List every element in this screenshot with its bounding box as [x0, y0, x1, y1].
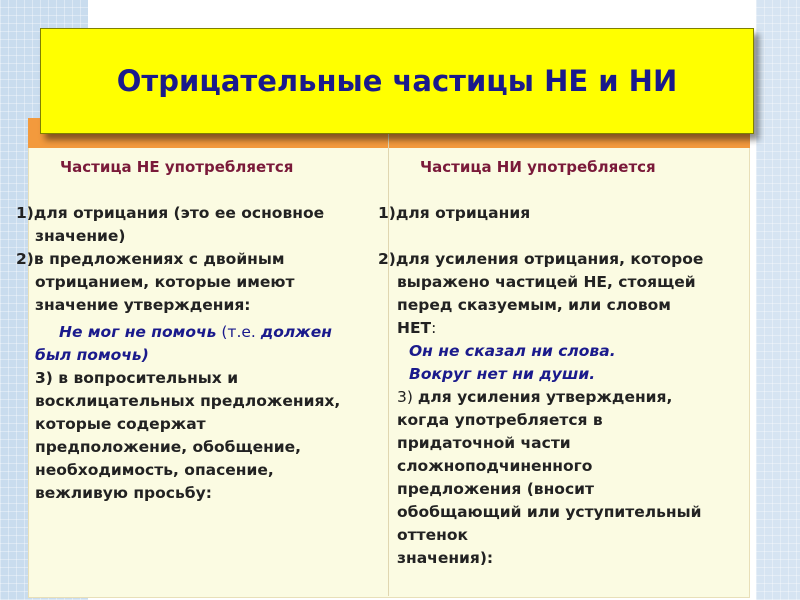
- ne-item-1-cont: значение): [35, 227, 126, 245]
- ne-example-part-1: Не мог не помочь: [59, 323, 217, 341]
- ni-example-1: Он не сказал ни слова.: [409, 342, 616, 360]
- ni-net-word: НЕТ: [397, 319, 432, 337]
- title-banner: [40, 28, 754, 134]
- column-heading-ne: Частица НЕ употребляется: [60, 158, 294, 176]
- ne-example-line-1: [16, 321, 384, 344]
- ne-item-2-cont-2: значение утверждения:: [35, 296, 251, 314]
- column-ni: [378, 156, 746, 570]
- ni-item-3-number: 3): [397, 388, 418, 406]
- ni-item-3-cont-5: обобщающий или уступительный: [397, 503, 702, 521]
- ne-item-3: 3) в вопросительных и: [35, 369, 239, 387]
- ni-item-2-cont-1: выражено частицей НЕ, стоящей: [397, 273, 696, 291]
- ne-item-2: 2)в предложениях с двойным: [16, 250, 285, 268]
- ni-item-3-cont-7: значения):: [397, 549, 494, 567]
- ne-item-3-cont-4: необходимость, опасение,: [35, 461, 274, 479]
- ni-item-3: [378, 386, 746, 409]
- ni-item-2-cont-3: [378, 317, 746, 340]
- ne-item-3-cont-2: которые содержат: [35, 415, 206, 433]
- ni-example-2: Вокруг нет ни души.: [409, 365, 596, 383]
- ne-item-1: 1)для отрицания (это ее основное: [16, 204, 325, 222]
- ne-item-3-cont-5: вежливую просьбу:: [35, 484, 212, 502]
- ni-item-3-cont-3: сложноподчиненного: [397, 457, 593, 475]
- column-ne: [16, 156, 384, 505]
- ne-example-line-2: был помочь): [35, 346, 149, 364]
- ni-item-2-cont-2: перед сказуемым, или словом: [397, 296, 671, 314]
- ni-net-colon: :: [431, 319, 437, 337]
- column-heading-ni: Частица НИ употребляется: [420, 158, 656, 176]
- ne-item-2-cont-1: отрицанием, которые имеют: [35, 273, 295, 291]
- ni-item-3-cont-4: предложения (вносит: [397, 480, 594, 498]
- ni-item-2: 2)для усиления отрицания, которое: [378, 250, 704, 268]
- background-pattern-right: [756, 0, 800, 600]
- ne-item-3-cont-3: предположение, обобщение,: [35, 438, 302, 456]
- slide-title: Отрицательные частицы НЕ и НИ: [116, 64, 678, 98]
- ne-example-part-2: должен: [260, 323, 332, 341]
- ni-item-3-text: для усиления утверждения,: [417, 388, 673, 406]
- ni-item-3-cont-6: оттенок: [397, 526, 469, 544]
- ni-item-1: 1)для отрицания: [378, 204, 531, 222]
- ni-item-3-cont-1: когда употребляется в: [397, 411, 603, 429]
- ni-item-3-cont-2: придаточной части: [397, 434, 571, 452]
- ne-example-note: (т.е.: [216, 323, 261, 341]
- ne-item-3-cont-1: восклицательных предложениях,: [35, 392, 341, 410]
